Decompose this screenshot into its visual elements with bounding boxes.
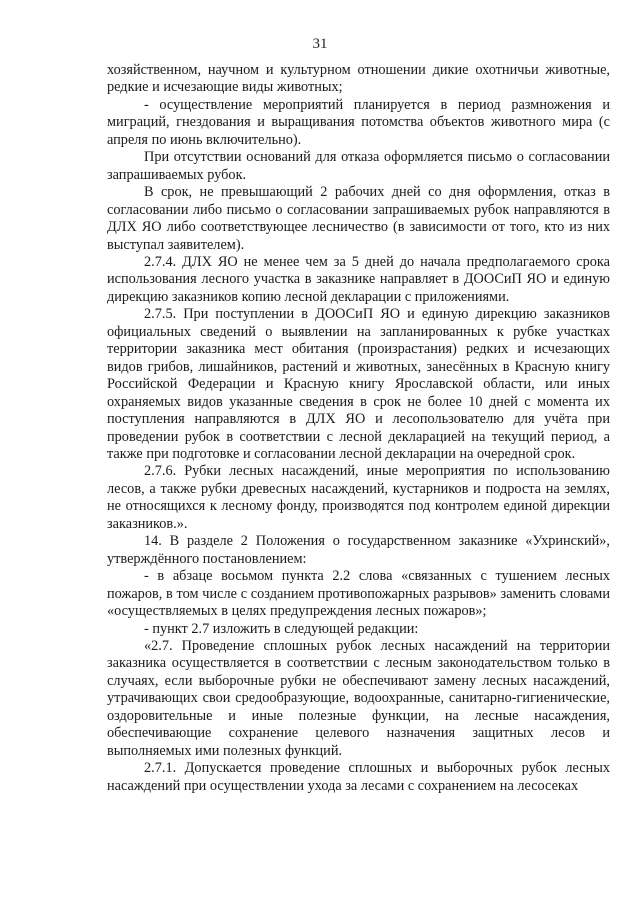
paragraph-quoted-2-7: «2.7. Проведение сплошных рубок лесных насаждений на территории заказника осуществляется в соответствии с лесным законодательством только в случаях, если выборочные рубки не обеспечивают замену лесных насаждений, утрачивающих свои средообразующие, водоохранные, санитарно-гигиенические, оздоровительные и иные полезные функции, на лесные насаждения, обеспечивающие сохранение целевого назначения защитных лесов и выполняемых ими полезных функций.	[107, 637, 610, 759]
paragraph-consent-letter: При отсутствии оснований для отказа оформляется письмо о согласовании запрашиваемых рубок.	[107, 149, 610, 183]
paragraph-bullet-2-7: - пункт 2.7 изложить в следующей редакции:	[144, 620, 419, 637]
paragraph-bullet-migration: - осуществление мероприятий планируется в период размножения и миграций, гнездования и выращивания потомства объектов животного мира (с апреля по июнь включительно).	[107, 96, 610, 148]
paragraph-2-7-6: 2.7.6. Рубки лесных насаждений, иные мероприятия по использованию лесов, а также рубки древесных насаждений, кустарников и подроста на землях, не относящихся к лесному фонду, производятся под контролем единой дирекции заказников.».	[107, 463, 610, 532]
paragraph-2-7-1: 2.7.1. Допускается проведение сплошных и выборочных рубок лесных насаждений при осуществлении ухода за лесами с сохранением на лесосеках	[107, 760, 610, 794]
paragraph-item-14: 14. В разделе 2 Положения о государственном заказнике «Ухринский», утверждённого постановлением:	[107, 533, 610, 567]
page-number: 31	[312, 36, 328, 52]
paragraph-continuation: хозяйственном, научном и культурном отношении дикие охотничьи животные, редкие и исчезающие виды животных;	[107, 62, 610, 96]
paragraph-2-7-5: 2.7.5. При поступлении в ДООСиП ЯО и единую дирекцию заказников официальных сведений о выявлении на запланированных к рубке участках территории заказника мест обитания (произрастания) редких и исчезающих видов грибов, лишайников, растений и животных, занесённых в Красную книгу Российской Федерации и Красную книгу Ярославской области, или иных охраняемых видов указанные сведения в срок не более 10 дней с момента их поступления направляются в ДЛХ ЯО и лесопользователю для учёта при проведении рубок в соответствии с лесной декларацией на текущий период, а также при подготовке и согласовании лесной декларации на очередной срок.	[107, 306, 610, 462]
paragraph-deadline: В срок, не превышающий 2 рабочих дней со дня оформления, отказ в согласовании либо письмо о согласовании запрашиваемых рубок направляются в ДЛХ ЯО либо соответствующее лесничество (в зависимости от того, кто из них выступал заявителем).	[107, 184, 610, 253]
paragraph-bullet-2-2: - в абзаце восьмом пункта 2.2 слова «связанных с тушением лесных пожаров, в том числе с созданием противопожарных разрывов» заменить словами «осуществляемых в целях предупреждения лесных пожаров»;	[107, 568, 610, 620]
document-body	[107, 62, 610, 795]
paragraph-2-7-4: 2.7.4. ДЛХ ЯО не менее чем за 5 дней до начала предполагаемого срока использования лесного участка в заказнике направляет в ДООСиП ЯО и единую дирекцию заказников копию лесной декларации с приложениями.	[107, 253, 610, 305]
